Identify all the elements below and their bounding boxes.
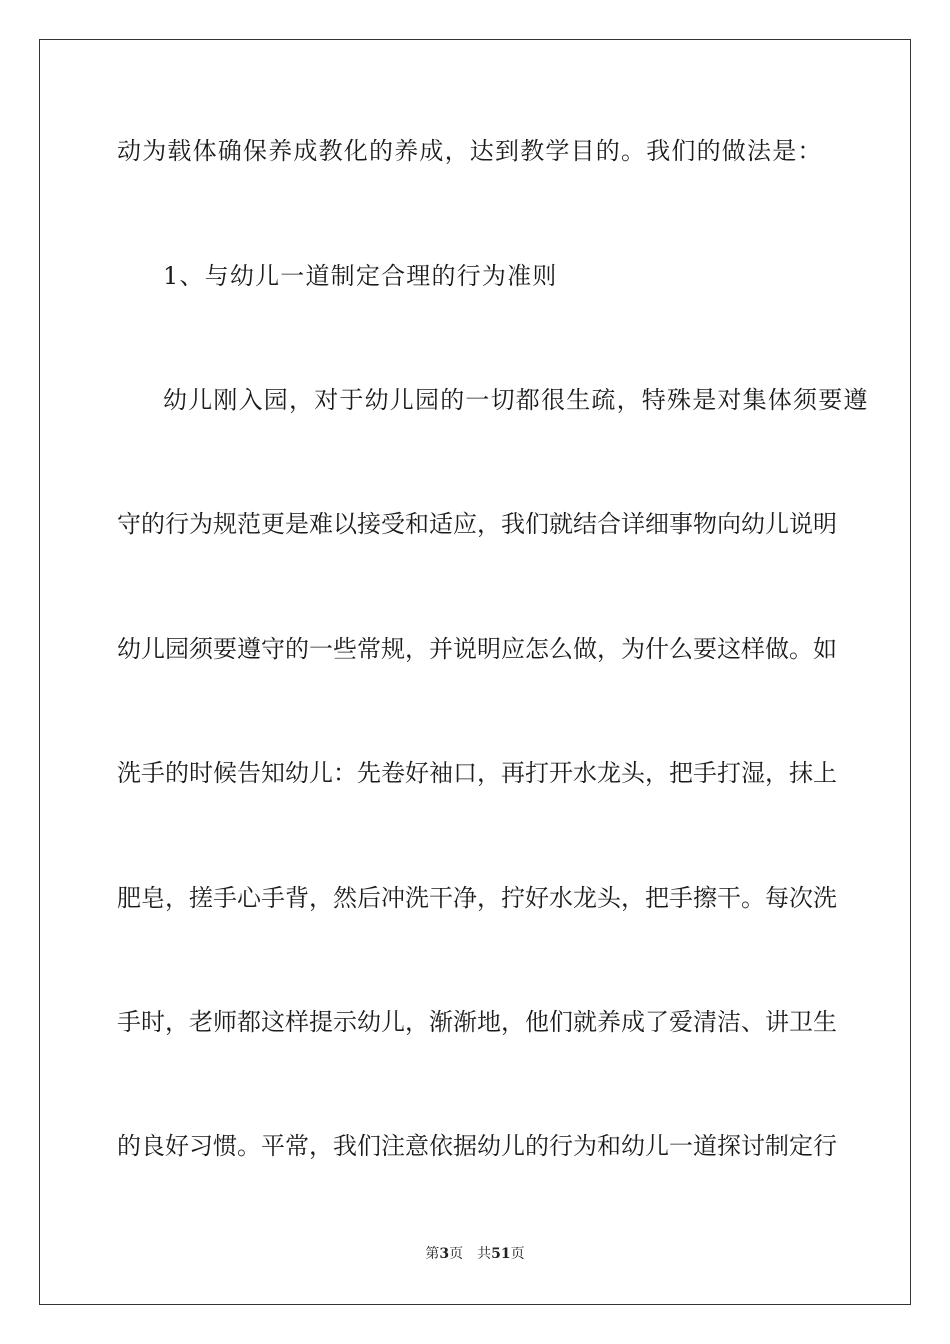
footer-total-prefix: 共 xyxy=(477,1246,492,1262)
page-frame xyxy=(39,39,911,1305)
paragraph-first-line: 幼儿刚入园，对于幼儿园的一切都很生疏，特殊是对集体须要遵 xyxy=(163,386,869,414)
body-line-4: 守的行为规范更是难以接受和适应，我们就结合详细事物向幼儿说明 xyxy=(117,510,837,538)
footer-page-suffix: 页 xyxy=(449,1246,464,1262)
footer-total-suffix: 页 xyxy=(510,1246,525,1262)
footer-page-prefix: 第 xyxy=(425,1246,440,1262)
body-line-9: 的良好习惯。平常，我们注意依据幼儿的行为和幼儿一道探讨制定行 xyxy=(117,1132,837,1160)
footer-page-number: 3 xyxy=(439,1246,450,1262)
body-line-8: 手时，老师都这样提示幼儿，渐渐地，他们就养成了爱清洁、讲卫生 xyxy=(117,1008,837,1036)
body-line-7: 肥皂，搓手心手背，然后冲洗干净，拧好水龙头，把手擦干。每次洗 xyxy=(117,884,837,912)
body-line-1: 动为载体确保养成教化的养成，达到教学目的。我们的做法是： xyxy=(117,137,823,165)
body-line-5: 幼儿园须要遵守的一些常规，并说明应怎么做，为什么要这样做。如 xyxy=(117,635,837,663)
body-line-6: 洗手的时候告知幼儿：先卷好袖口，再打开水龙头，把手打湿，抹上 xyxy=(117,759,837,787)
section-heading: 1、与幼儿一道制定合理的行为准则 xyxy=(163,262,558,290)
page-footer xyxy=(0,1244,950,1264)
footer-total-pages: 51 xyxy=(491,1246,511,1262)
